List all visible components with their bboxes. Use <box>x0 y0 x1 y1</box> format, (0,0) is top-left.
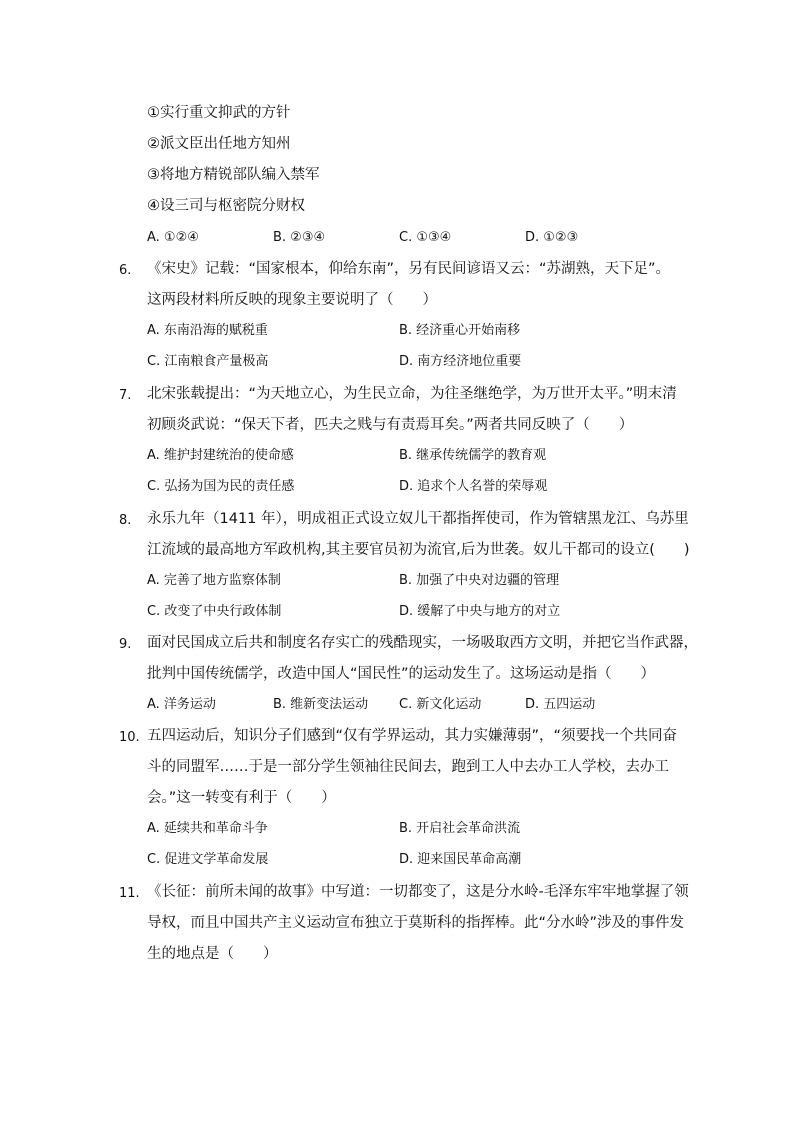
q11-stem-line-1: 《长征：前所未闻的故事》中写道：一切都变了，这是分水岭-毛泽东牢牢地掌握了领 <box>147 884 689 900</box>
q7-number: 7. <box>119 388 132 403</box>
q9-number: 9. <box>119 637 132 652</box>
q6-option-b: B. 经济重心开始南移 <box>399 323 521 338</box>
q6-stem-line-2: 这两段材料所反映的现象主要说明了（ ） <box>147 292 437 308</box>
q9-option-d: D. 五四运动 <box>525 697 596 712</box>
q5-item-1: ①实行重文抑武的方针 <box>147 105 291 121</box>
q5-option-a: A. ①②④ <box>147 230 199 245</box>
q10-option-d: D. 迎来国民革命高潮 <box>399 852 522 867</box>
q10-option-b: B. 开启社会革命洪流 <box>399 821 521 836</box>
q11-number: 11. <box>119 886 140 901</box>
q6-number: 6. <box>119 263 132 278</box>
q5-item-3: ③将地方精锐部队编入禁军 <box>147 167 320 183</box>
q8-option-a: A. 完善了地方监察体制 <box>147 573 281 588</box>
q10-number: 10. <box>119 730 140 745</box>
q9-stem-line-1: 面对民国成立后共和制度名存实亡的残酷现实，一场吸取西方文明，并把它当作武器， <box>147 635 698 651</box>
q7-stem-line-1: 北宋张载提出：“为天地立心，为生民立命，为往圣继绝学，为万世开太平。”明末清 <box>147 386 677 402</box>
q9-option-c: C. 新文化运动 <box>399 697 482 712</box>
q8-stem-line-2: 江流域的最高地方军政机构,其主要官员初为流官,后为世袭。奴儿干都司的设立( ) <box>147 542 690 558</box>
q10-stem-line-2: 斗的同盟军……于是一部分学生领袖往民间去，跑到工人中去办工人学校，去办工 <box>147 759 669 775</box>
q5-option-b: B. ②③④ <box>273 230 326 245</box>
q6-stem-line-1: 《宋史》记载：“国家根本，仰给东南”，另有民间谚语又云：“苏湖熟，天下足”。 <box>147 261 671 277</box>
q8-number: 8. <box>119 513 132 528</box>
q8-option-b: B. 加强了中央对边疆的管理 <box>399 573 560 588</box>
q8-option-c: C. 改变了中央行政体制 <box>147 604 282 619</box>
q11-stem-line-3: 生的地点是（ ） <box>147 946 278 962</box>
q7-stem-line-2: 初顾炎武说：“保天下者，匹夫之贱与有责焉耳矣。”两者共同反映了（ ） <box>147 417 634 433</box>
q7-option-d: D. 追求个人名誉的荣辱观 <box>399 479 548 494</box>
q5-item-2: ②派文臣出任地方知州 <box>147 136 291 152</box>
q8-option-d: D. 缓解了中央与地方的对立 <box>399 604 561 619</box>
q9-option-b: B. 维新变法运动 <box>273 697 369 712</box>
q10-stem-line-3: 会。”这一转变有利于（ ） <box>147 790 336 806</box>
q6-option-a: A. 东南沿海的赋税重 <box>147 323 268 338</box>
q9-option-a: A. 洋务运动 <box>147 697 216 712</box>
q5-item-4: ④设三司与枢密院分财权 <box>147 198 305 214</box>
q8-stem-line-1: 永乐九年（1411 年），明成祖正式设立奴儿干都指挥使司，作为管辖黑龙江、乌苏里 <box>147 511 689 527</box>
q7-option-b: B. 继承传统儒学的教育观 <box>399 448 547 463</box>
q11-stem-line-2: 导权，而且中国共产主义运动宣布独立于莫斯科的指挥棒。此“分水岭”涉及的事件发 <box>147 915 685 931</box>
q7-option-c: C. 弘扬为国为民的责任感 <box>147 479 295 494</box>
q5-option-d: D. ①②③ <box>525 230 579 245</box>
q6-option-d: D. 南方经济地位重要 <box>399 354 522 369</box>
q10-stem-line-1: 五四运动后，知识分子们感到“仅有学界运动，其力实嫌薄弱”，“须要找一个共同奋 <box>147 728 678 744</box>
q5-option-c: C. ①③④ <box>399 230 452 245</box>
q9-stem-line-2: 批判中国传统儒学，改造中国人“国民性”的运动发生了。这场运动是指（ ） <box>147 666 656 682</box>
q6-option-c: C. 江南粮食产量极高 <box>147 354 269 369</box>
q10-option-a: A. 延续共和革命斗争 <box>147 821 268 836</box>
q10-option-c: C. 促进文学革命发展 <box>147 852 269 867</box>
q7-option-a: A. 维护封建统治的使命感 <box>147 448 294 463</box>
